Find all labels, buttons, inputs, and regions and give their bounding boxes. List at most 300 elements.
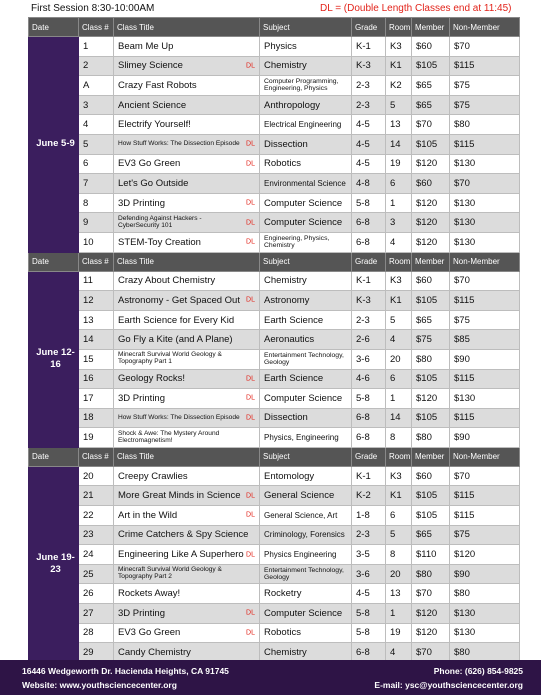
class-grade: 5-8 [352,193,386,213]
dl-badge: DL [246,609,255,617]
class-number: 8 [79,193,114,213]
class-title-cell [114,564,260,584]
class-room: 8 [386,545,412,565]
class-room: 8 [386,428,412,448]
class-title: Engineering Like A Superhero [118,549,244,561]
col-non-member-header: Non-Member [450,18,520,37]
class-room: 4 [386,643,412,663]
class-number: 21 [79,486,114,506]
member-price: $105 [412,408,450,428]
col-member-header: Member [412,447,450,466]
class-grade: 6-8 [352,428,386,448]
class-row [29,271,520,291]
class-title: EV3 Go Green [118,158,181,170]
col-class-num-header: Class # [79,447,114,466]
class-room: 13 [386,115,412,135]
class-title-cell [114,291,260,311]
class-room: 19 [386,154,412,174]
class-number: 15 [79,349,114,369]
class-subject: Physics Engineering [260,545,352,565]
class-room: 4 [386,330,412,350]
class-subject: Rocketry [260,584,352,604]
class-title: Creepy Crawlies [118,470,188,482]
class-number: 29 [79,643,114,663]
class-title: How Stuff Works: The Dissection Episode [118,413,240,421]
class-title: Crazy Fast Robots [118,79,197,91]
class-number: 5 [79,134,114,154]
page-header [0,0,541,17]
col-date-header: Date [29,18,79,37]
class-number: 24 [79,545,114,565]
class-subject: Robotics [260,154,352,174]
class-title: Crime Catchers & Spy Science [118,529,249,541]
dl-badge: DL [246,511,255,519]
class-title: Go Fly a Kite (and A Plane) [118,334,233,346]
class-grade: K-1 [352,271,386,291]
non-member-price: $70 [450,271,520,291]
class-number: 7 [79,174,114,194]
col-class-title-header: Class Title [114,447,260,466]
class-row [29,193,520,213]
week-date: June 19-23 [29,466,79,662]
class-title: Beam Me Up [118,40,174,52]
class-title-cell [114,232,260,252]
class-row [29,389,520,409]
class-grade: 4-5 [352,154,386,174]
class-number: 12 [79,291,114,311]
class-room: 20 [386,564,412,584]
class-grade: 1-8 [352,506,386,526]
non-member-price: $130 [450,232,520,252]
class-room: 19 [386,623,412,643]
class-row [29,584,520,604]
class-subject: Criminology, Forensics [260,525,352,545]
member-price: $120 [412,154,450,174]
class-room: 5 [386,310,412,330]
class-title: More Great Minds in Science [118,490,241,502]
class-title-cell [114,486,260,506]
class-subject: Dissection [260,134,352,154]
class-room: K2 [386,76,412,96]
class-title: EV3 Go Green [118,627,181,639]
col-grade-header: Grade [352,18,386,37]
dl-badge: DL [246,62,255,70]
class-title-cell [114,213,260,233]
member-price: $120 [412,389,450,409]
non-member-price: $90 [450,564,520,584]
col-member-header: Member [412,252,450,271]
class-row [29,174,520,194]
class-number: 11 [79,271,114,291]
col-class-title-header: Class Title [114,252,260,271]
col-subject-header: Subject [260,252,352,271]
member-price: $120 [412,604,450,624]
class-room: K1 [386,486,412,506]
class-title-cell [114,174,260,194]
col-class-num-header: Class # [79,18,114,37]
class-row [29,349,520,369]
dl-badge: DL [246,375,255,383]
member-price: $70 [412,115,450,135]
member-price: $65 [412,95,450,115]
member-price: $60 [412,174,450,194]
class-room: K3 [386,271,412,291]
class-title: 3D Printing [118,607,165,619]
class-title: Let's Go Outside [118,177,189,189]
non-member-price: $115 [450,408,520,428]
member-price: $120 [412,213,450,233]
class-subject: Entertainment Technology, Geology [260,349,352,369]
member-price: $65 [412,310,450,330]
member-price: $80 [412,428,450,448]
class-title: Electrify Yourself! [118,119,191,131]
non-member-price: $115 [450,486,520,506]
class-room: 5 [386,95,412,115]
member-price: $110 [412,545,450,565]
class-title-cell [114,408,260,428]
class-number: 14 [79,330,114,350]
class-row [29,310,520,330]
dl-badge: DL [246,238,255,246]
col-class-title-header: Class Title [114,18,260,37]
class-subject: Electrical Engineering [260,115,352,135]
class-grade: 6-8 [352,213,386,233]
class-row [29,623,520,643]
member-price: $60 [412,271,450,291]
class-grade: 6-8 [352,643,386,663]
class-subject: Physics, Engineering [260,428,352,448]
class-row [29,564,520,584]
class-subject: Chemistry [260,56,352,76]
class-row [29,330,520,350]
non-member-price: $130 [450,604,520,624]
class-row [29,466,520,486]
class-row [29,428,520,448]
col-class-num-header: Class # [79,252,114,271]
class-grade: 3-5 [352,545,386,565]
class-title: Slimey Science [118,60,183,72]
class-row [29,232,520,252]
class-room: 1 [386,604,412,624]
class-row [29,408,520,428]
class-subject: Entomology [260,466,352,486]
class-grade: K-1 [352,37,386,57]
class-room: 14 [386,134,412,154]
class-grade: 2-3 [352,95,386,115]
class-row [29,37,520,57]
non-member-price: $130 [450,213,520,233]
footer-phone: Phone: (626) 854-9825 [433,666,523,676]
class-title: Rockets Away! [118,588,181,600]
class-subject: Computer Science [260,604,352,624]
footer-email[interactable]: E-mail: ysc@youthsciencecenter.org [374,680,523,690]
class-subject: Engineering, Physics, Chemistry [260,232,352,252]
class-row [29,134,520,154]
class-subject: Astronomy [260,291,352,311]
class-grade: 6-8 [352,408,386,428]
class-subject: Computer Programming, Engineering, Physics [260,76,352,96]
class-number: 3 [79,95,114,115]
class-room: 6 [386,174,412,194]
member-price: $80 [412,564,450,584]
class-grade: K-3 [352,291,386,311]
dl-badge: DL [246,394,255,402]
class-title-cell [114,330,260,350]
week-date: June 12-16 [29,271,79,447]
non-member-price: $90 [450,349,520,369]
class-number: 18 [79,408,114,428]
class-title: How Stuff Works: The Dissection Episode [118,139,240,147]
class-title: Defending Against Hackers - CyberSecurity 101 [118,214,202,229]
class-number: 20 [79,466,114,486]
non-member-price: $70 [450,466,520,486]
class-grade: K-3 [352,56,386,76]
member-price: $80 [412,349,450,369]
class-row [29,604,520,624]
class-title-cell [114,95,260,115]
class-title: Ancient Science [118,99,187,111]
non-member-price: $130 [450,623,520,643]
class-subject: Physics [260,37,352,57]
class-room: 3 [386,213,412,233]
dl-badge: DL [246,296,255,304]
class-row [29,506,520,526]
non-member-price: $80 [450,643,520,663]
class-grade: 3-6 [352,564,386,584]
class-subject: Earth Science [260,310,352,330]
class-grade: 2-3 [352,310,386,330]
col-date-header: Date [29,447,79,466]
class-grade: 5-8 [352,623,386,643]
member-price: $60 [412,37,450,57]
member-price: $70 [412,643,450,663]
class-grade: 4-6 [352,369,386,389]
class-row [29,291,520,311]
class-number: 4 [79,115,114,135]
class-number: 19 [79,428,114,448]
class-subject: Entertainment Technology, Geology [260,564,352,584]
non-member-price: $75 [450,525,520,545]
dl-badge: DL [246,492,255,500]
member-price: $120 [412,232,450,252]
class-title: Shock & Awe: The Mystery Around Electromagnetism! [118,429,220,444]
class-grade: 2-3 [352,76,386,96]
col-room-header: Room [386,447,412,466]
class-row [29,213,520,233]
class-title-cell [114,349,260,369]
member-price: $105 [412,486,450,506]
member-price: $70 [412,584,450,604]
dl-badge: DL [246,140,255,148]
non-member-price: $75 [450,76,520,96]
dl-legend: DL = (Double Length Classes end at 11:45) [320,3,512,14]
class-room: K3 [386,466,412,486]
class-title: Astronomy - Get Spaced Out [118,294,240,306]
non-member-price: $115 [450,56,520,76]
class-grade: 6-8 [352,232,386,252]
class-title-cell [114,271,260,291]
class-title-cell [114,193,260,213]
class-number: 26 [79,584,114,604]
class-title: Candy Chemistry [118,647,191,659]
footer-website[interactable]: Website: www.youthsciencecenter.org [22,680,177,690]
non-member-price: $85 [450,330,520,350]
class-row [29,369,520,389]
class-subject: Computer Science [260,389,352,409]
member-price: $120 [412,193,450,213]
week-date: June 5-9 [29,37,79,253]
footer [0,660,541,695]
dl-badge: DL [246,629,255,637]
class-room: K1 [386,56,412,76]
class-subject: Computer Science [260,193,352,213]
class-number: 22 [79,506,114,526]
class-subject: Robotics [260,623,352,643]
class-title: STEM-Toy Creation [118,236,201,248]
class-room: 14 [386,408,412,428]
column-header-row [29,447,520,466]
dl-badge: DL [246,551,255,559]
column-header-row [29,252,520,271]
member-price: $75 [412,330,450,350]
class-title: Earth Science for Every Kid [118,314,235,326]
member-price: $60 [412,466,450,486]
class-number: A [79,76,114,96]
class-title-cell [114,466,260,486]
footer-address: 16446 Wedgeworth Dr. Hacienda Heights, CA 91745 [22,666,229,676]
class-title: Geology Rocks! [118,373,186,385]
class-title-cell [114,623,260,643]
class-title-cell [114,76,260,96]
class-grade: 5-8 [352,389,386,409]
class-title-cell [114,389,260,409]
class-title-cell [114,115,260,135]
class-room: K3 [386,37,412,57]
class-grade: 4-5 [352,584,386,604]
class-number: 2 [79,56,114,76]
class-title-cell [114,525,260,545]
class-number: 28 [79,623,114,643]
class-room: 5 [386,525,412,545]
non-member-price: $70 [450,174,520,194]
non-member-price: $70 [450,37,520,57]
non-member-price: $75 [450,310,520,330]
class-room: 13 [386,584,412,604]
class-room: 4 [386,232,412,252]
non-member-price: $130 [450,154,520,174]
class-title-cell [114,369,260,389]
class-subject: General Science, Art [260,506,352,526]
class-title-cell [114,506,260,526]
col-room-header: Room [386,252,412,271]
class-subject: Earth Science [260,369,352,389]
class-subject: General Science [260,486,352,506]
class-title: Minecraft Survival World Geology & Topography Part 2 [118,566,222,581]
class-grade: K-1 [352,466,386,486]
col-room-header: Room [386,18,412,37]
class-title-cell [114,56,260,76]
class-row [29,486,520,506]
class-number: 23 [79,525,114,545]
class-room: 1 [386,389,412,409]
non-member-price: $90 [450,428,520,448]
non-member-price: $120 [450,545,520,565]
class-row [29,525,520,545]
col-subject-header: Subject [260,447,352,466]
class-title: Crazy About Chemistry [118,275,216,287]
col-non-member-header: Non-Member [450,252,520,271]
class-title-cell [114,604,260,624]
member-price: $65 [412,525,450,545]
col-date-header: Date [29,252,79,271]
session-time: First Session 8:30-10:00AM [31,3,155,14]
class-room: 20 [386,349,412,369]
class-number: 9 [79,213,114,233]
class-number: 6 [79,154,114,174]
class-grade: 2-3 [352,525,386,545]
class-title: 3D Printing [118,392,165,404]
class-grade: 4-5 [352,134,386,154]
class-row [29,545,520,565]
schedule-table [28,17,520,663]
class-subject: Computer Science [260,213,352,233]
non-member-price: $75 [450,95,520,115]
member-price: $105 [412,56,450,76]
dl-badge: DL [246,414,255,422]
class-row [29,154,520,174]
class-subject: Dissection [260,408,352,428]
class-subject: Chemistry [260,643,352,663]
class-number: 1 [79,37,114,57]
class-grade: 3-6 [352,349,386,369]
non-member-price: $130 [450,193,520,213]
dl-badge: DL [246,160,255,168]
class-number: 27 [79,604,114,624]
non-member-price: $80 [450,115,520,135]
non-member-price: $80 [450,584,520,604]
class-row [29,95,520,115]
member-price: $105 [412,134,450,154]
class-grade: 4-5 [352,115,386,135]
column-header-row [29,18,520,37]
class-subject: Aeronautics [260,330,352,350]
class-subject: Chemistry [260,271,352,291]
class-row [29,76,520,96]
class-title-cell [114,37,260,57]
class-title-cell [114,134,260,154]
class-grade: 2-6 [352,330,386,350]
dl-badge: DL [246,199,255,207]
class-number: 17 [79,389,114,409]
class-number: 13 [79,310,114,330]
class-row [29,115,520,135]
class-grade: 5-8 [352,604,386,624]
col-member-header: Member [412,18,450,37]
class-subject: Environmental Science [260,174,352,194]
member-price: $120 [412,623,450,643]
non-member-price: $130 [450,389,520,409]
member-price: $65 [412,76,450,96]
col-non-member-header: Non-Member [450,447,520,466]
class-title: 3D Printing [118,197,165,209]
non-member-price: $115 [450,291,520,311]
non-member-price: $115 [450,134,520,154]
class-title-cell [114,428,260,448]
col-subject-header: Subject [260,18,352,37]
class-number: 25 [79,564,114,584]
class-number: 10 [79,232,114,252]
class-grade: 4-8 [352,174,386,194]
